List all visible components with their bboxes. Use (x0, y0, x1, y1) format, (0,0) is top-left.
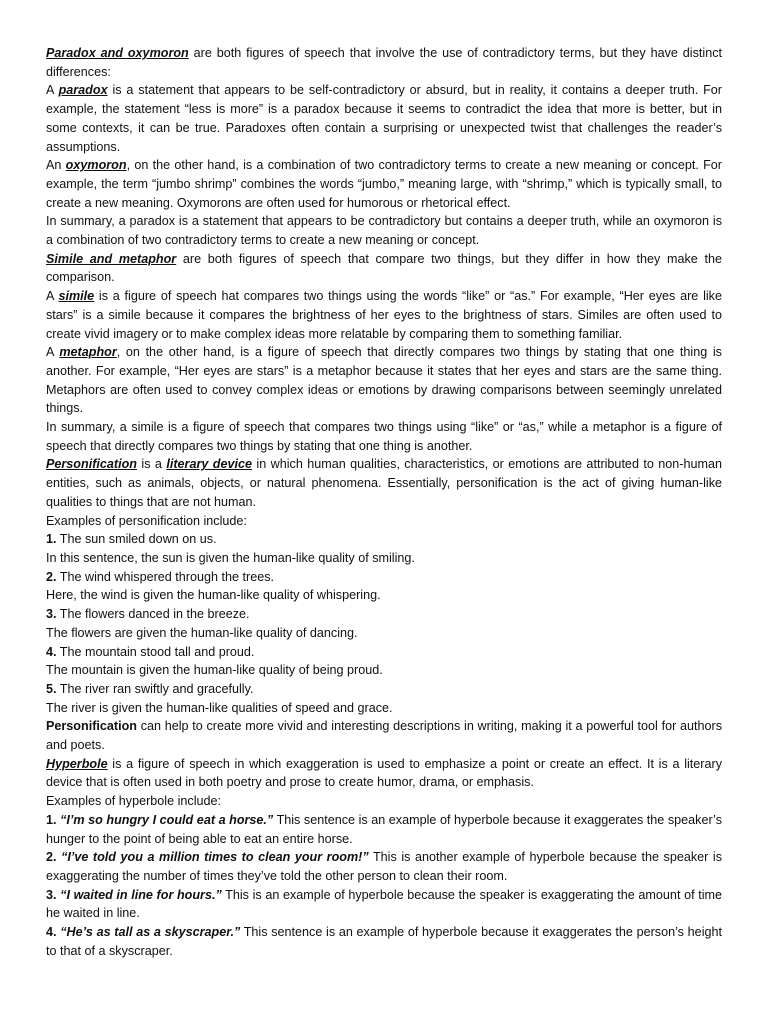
term-simile-and-metaphor: Simile and metaphor (46, 251, 177, 266)
paragraph-hyperbole-examples-heading: Examples of hyperbole include: (46, 794, 222, 809)
list-item: 1. “I’m so hungry I could eat a horse.” This sentence is an example of hyperbole because it exaggerates the speaker’s hunger to the point of being able to eat an entire horse. (46, 812, 723, 846)
list-item-note: The flowers are given the human-like quality of dancing. (46, 625, 358, 640)
term-personification: Personification (46, 457, 137, 472)
paragraph-simile-metaphor-intro: Simile and metaphor are both figures of speech that compare two things, but they differ in how they make the comparison. (46, 251, 722, 285)
list-item: 4. The mountain stood tall and proud. (46, 644, 255, 659)
list-item: 1. The sun smiled down on us. (46, 532, 217, 547)
term-oxymoron: oxymoron (65, 158, 127, 173)
list-item: 3. The flowers danced in the breeze. (46, 607, 250, 622)
paragraph-oxymoron: An oxymoron, on the other hand, is a combination of two contradictory terms to create a new meaning or concept. For example, the term “jumbo shrimp” combines the words “jumbo,” meaning large, with “shrimp,” which is typically small, to create a new meaning. Oxymorons are often used for humorous or rhetorical effect. (46, 158, 722, 210)
list-item-note: The mountain is given the human-like quality of being proud. (46, 663, 383, 678)
paragraph-simile: A simile is a figure of speech hat compares two things using the words “like” or “as.” For example, “Her eyes are like stars” is a simile because it compares the brightness of her eyes to the brightness of stars. Similes are often used to create vivid imagery or to make complex ideas more relatable by comparing them to something familiar. (46, 289, 722, 341)
term-simile: simile (58, 289, 95, 304)
term-paradox-and-oxymoron: Paradox and oxymoron (46, 46, 189, 60)
paragraph-hyperbole: Hyperbole is a figure of speech in which exaggeration is used to emphasize a point or create an effect. It is a literary device that is often used in both poetry and prose to create humor, drama, or emphasis. (46, 756, 722, 790)
list-item: 4. “He’s as tall as a skyscraper.” This sentence is an example of hyperbole because it exaggerates the person’s height to that of a skyscraper. (46, 925, 722, 958)
term-literary-device: literary device (166, 457, 252, 472)
paragraph-personification-tool: Personification can help to create more vivid and interesting descriptions in writing, making it a powerful tool for authors and poets. (46, 719, 722, 753)
paragraph-personification-examples-heading: Examples of personification include: (46, 513, 247, 528)
paragraph-summary-paradox: In summary, a paradox is a statement that appears to be contradictory but contains a deeper truth, while an oxymoron is a combination of two contradictory terms to create a new meaning or concept. (46, 214, 722, 248)
list-item: 5. The river ran swiftly and gracefully. (46, 681, 254, 696)
term-personification-bold: Personification (46, 719, 137, 734)
list-item-note: The river is given the human-like qualities of speed and grace. (46, 700, 393, 715)
term-paradox: paradox (58, 83, 108, 98)
term-hyperbole: Hyperbole (46, 756, 108, 771)
list-item-note: Here, the wind is given the human-like quality of whispering. (46, 588, 381, 603)
term-metaphor: metaphor (59, 345, 117, 360)
paragraph-personification: Personification is a literary device in which human qualities, characteristics, or emotions are attributed to non-human entities, such as animals, objects, or natural phenomena. Essentially, personification is the act of giving human-like qualities to things that are not human. (46, 457, 722, 509)
list-item: 3. “I waited in line for hours.” This is an example of hyperbole because the speaker is exaggerating the amount of time he waited in line. (46, 887, 723, 921)
paragraph-paradox: A paradox is a statement that appears to be self-contradictory or absurd, but in reality, it contains a deeper truth. For example, the statement “less is more” is a paradox because it seems to contradict the idea that more is better, but in some contexts, it can be true. Paradoxes often contain a surprising or unexpected twist that challenges the reader’s assumptions. (46, 83, 722, 154)
list-item: 2. “I’ve told you a million times to clean your room!” This is another example of hyperbole because the speaker is exaggerating the number of times they’ve told the other person to clean their room. (46, 850, 722, 883)
list-item: 2. The wind whispered through the trees. (46, 569, 275, 584)
list-item-note: In this sentence, the sun is given the human-like quality of smiling. (46, 550, 415, 565)
paragraph-summary-simile: In summary, a simile is a figure of speech that compares two things using “like” or “as,” while a metaphor is a figure of speech that directly compares two things by stating that one thing is another. (46, 420, 722, 453)
paragraph-metaphor: A metaphor, on the other hand, is a figure of speech that directly compares two things by stating that one thing is another. For example, “Her eyes are stars” is a metaphor because it states that her eyes and stars are the same thing. Metaphors are often used to convey complex ideas or emotions by drawing comparisons between seemingly unrelated things. (46, 345, 722, 416)
paragraph-paradox-oxymoron-intro: Paradox and oxymoron are both figures of speech that involve the use of contradictory terms, but they have distinct differences: (46, 46, 722, 79)
